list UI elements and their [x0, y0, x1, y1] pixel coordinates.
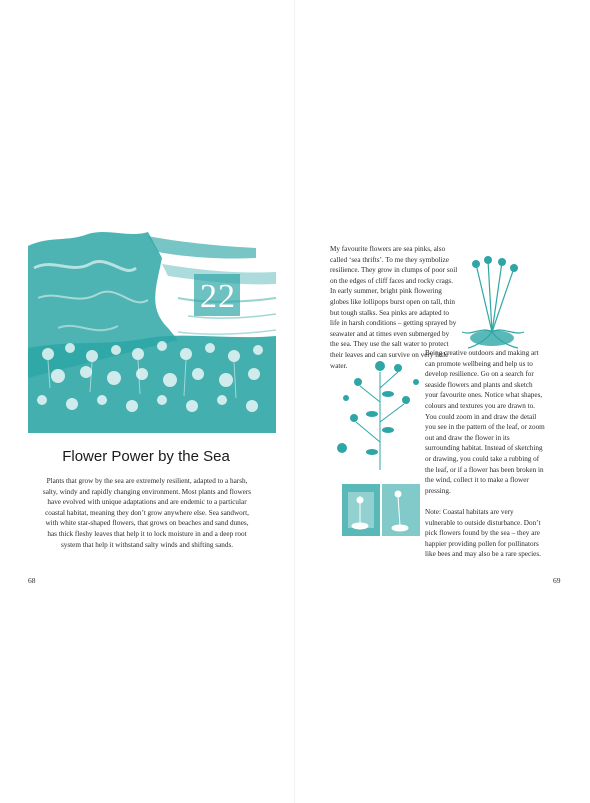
sandwort-illustration: [336, 352, 424, 472]
page-number-right: 69: [553, 576, 561, 585]
sketchbook-illustration: [340, 480, 422, 540]
column-a-text: My favourite flowers are sea pinks, also called ‘sea thrifts’. To me they symbolize resilience. They grow in clumps of poor soil on the edges of cliff faces and rocky crags. In early summer, bright pink flowering globes like lollipops burst open on tall, thin but tough stalks. Sea pinks are adapted to life in harsh conditions – getting sprayed by seawater and at times even submerged by the sea. They use the salt water to protect their leaves and can survive on very little water.: [330, 245, 458, 370]
sea-pink-illustration: [452, 252, 530, 352]
page-title: Flower Power by the Sea: [62, 448, 230, 465]
chapter-number: 22: [200, 278, 236, 315]
creative-outdoors-text: [425, 348, 545, 570]
column-b-paragraph-2: Note: Coastal habitats are very vulnerable to outside disturbance. Don’t pick flowers found by the sea – they are happier providing pollen for pollinators like bees and may also be a rare species.: [425, 507, 541, 559]
page-number-left: 68: [28, 576, 36, 585]
column-b-paragraph-1: Being creative outdoors and making art can promote wellbeing and help us to develop resilience. Go on a search for seaside flowers and plants and sketch your favourite ones. Notice what shapes, colours and textures you are drawn to. You could zoom in and draw the detail you see in the pattern of the leaf, or zoom out and draw the flower in its surrounding habitat. Instead of sketching or drawing, you could take a rubbing of the leaf, or if a flower has been broken in the wind, collect it to make a flower pressing.: [425, 349, 545, 495]
coastal-cliff-illustration: [28, 228, 276, 433]
intro-paragraph: Plants that grow by the sea are extremely resilient, adapted to a harsh, salty, windy and rapidly changing environment. Most plants and flowers have evolved with unique adaptations and are endemic to a particular coastal habitat, meaning they don’t grow anywhere else. Sea sandwort, with white star-shaped flowers, that grows on beaches and sand dunes, has thick fleshy leaves that help it to lock moisture in and a deep root system that help it withstand salty winds and shifting sands.: [42, 477, 252, 549]
book-gutter: [294, 0, 295, 803]
